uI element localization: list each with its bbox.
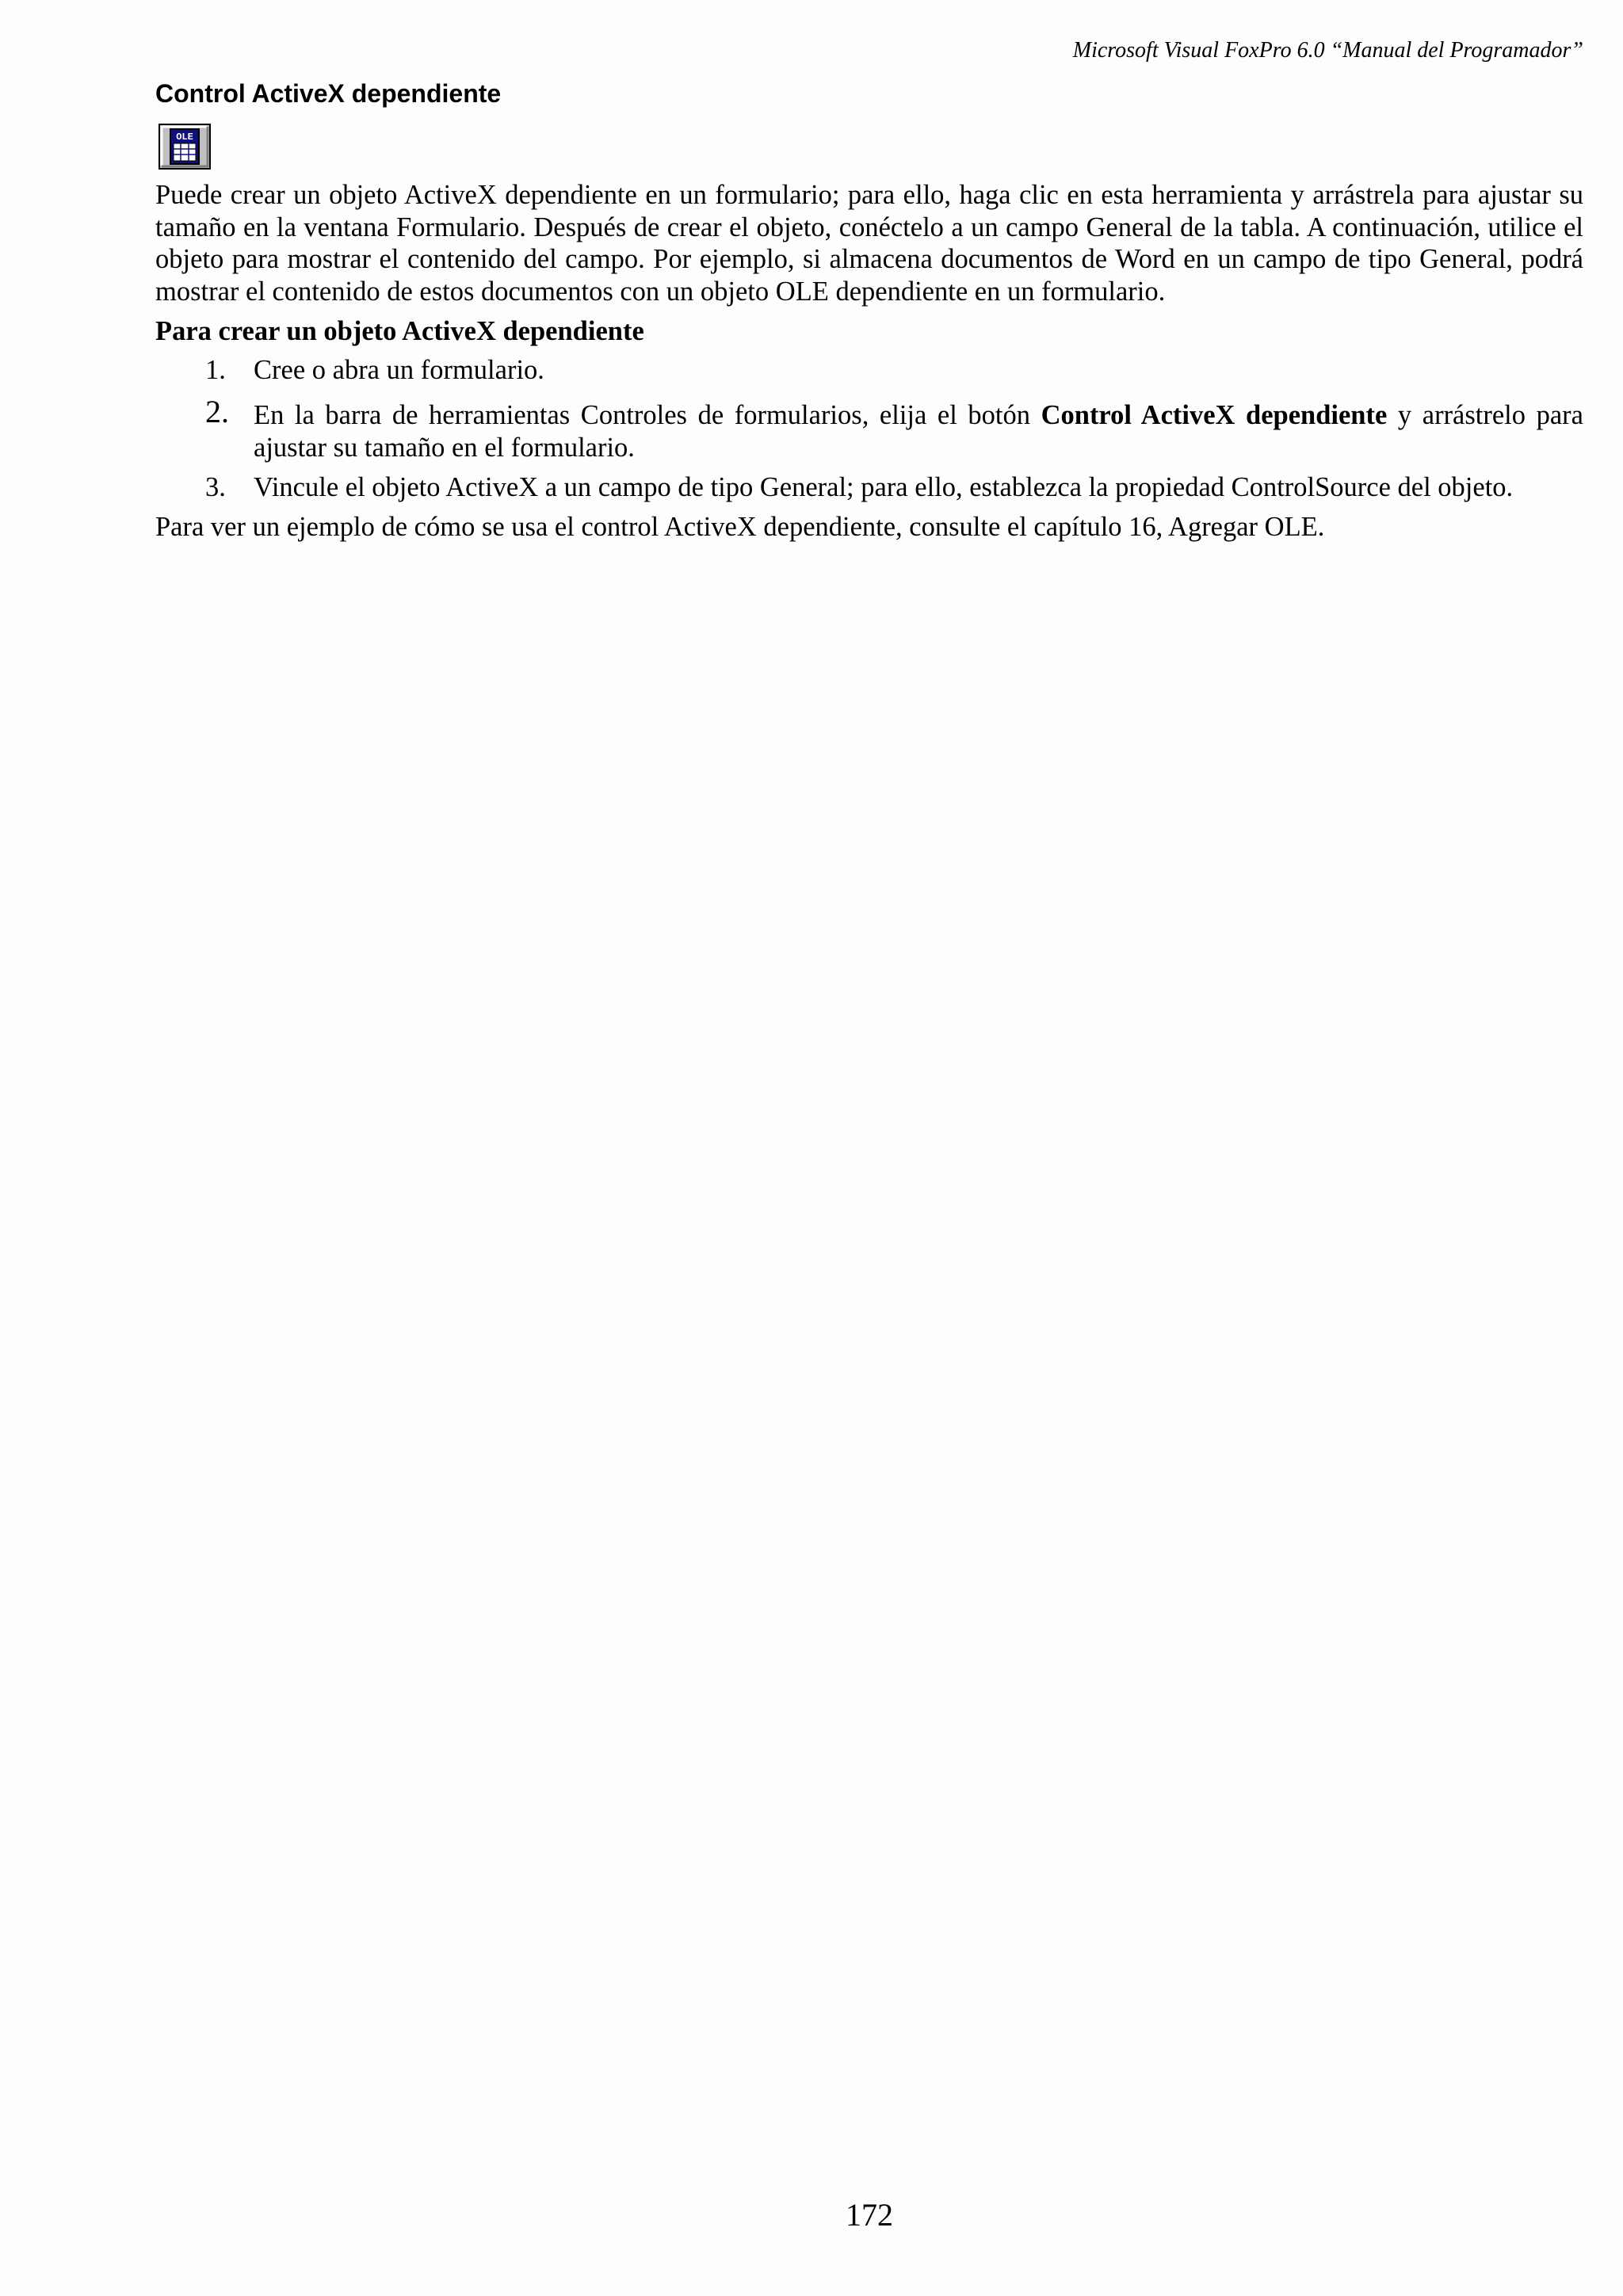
section-title: Control ActiveX dependiente [155,79,502,108]
step-number: 1. [205,355,226,385]
step-number: 2. [205,394,229,429]
step-text-before: En la barra de herramientas Controles de formularios, elija el botón [254,400,1041,430]
closing-paragraph: Para ver un ejemplo de cómo se usa el control ActiveX dependiente, consulte el capítulo 16, Agregar OLE. [155,512,1325,542]
step-text: Cree o abra un formulario. [254,355,544,385]
list-item [155,354,1583,387]
list-item [155,394,1583,463]
ole-bound-control-icon [158,124,211,170]
running-header: Microsoft Visual FoxPro 6.0 “Manual del Programador” [1072,38,1583,63]
intro-paragraph: Puede crear un objeto ActiveX dependiente en un formulario; para ello, haga clic en esta herramienta y arrástrela para ajustar su tamaño en la ventana Formulario. Después de crear el objeto, conéctelo a un campo General de la tabla. A continuación, utilice el objeto para mostrar el contenido del campo. Por ejemplo, si almacena documentos de Word en un campo de tipo General, podrá mostrar el contenido de estos documentos con un objeto OLE dependiente en un formulario. [155,180,1583,307]
icon-ole-label: OLE [176,132,193,143]
step-button-name: Control ActiveX dependiente [1041,400,1388,430]
ole-bound-control-icon-graphic [158,124,211,170]
list-item [155,471,1583,504]
step-text [254,399,1583,463]
procedure-title: Para crear un objeto ActiveX dependiente [155,316,644,346]
page-number: 172 [846,2197,893,2233]
step-text-after: y arrástrelo para ajustar su tamaño en el formulario. [254,400,1583,463]
step-number: 3. [205,472,226,502]
step-text: Vincule el objeto ActiveX a un campo de tipo General; para ello, establezca la propiedad ControlSource del objeto. [254,472,1514,502]
